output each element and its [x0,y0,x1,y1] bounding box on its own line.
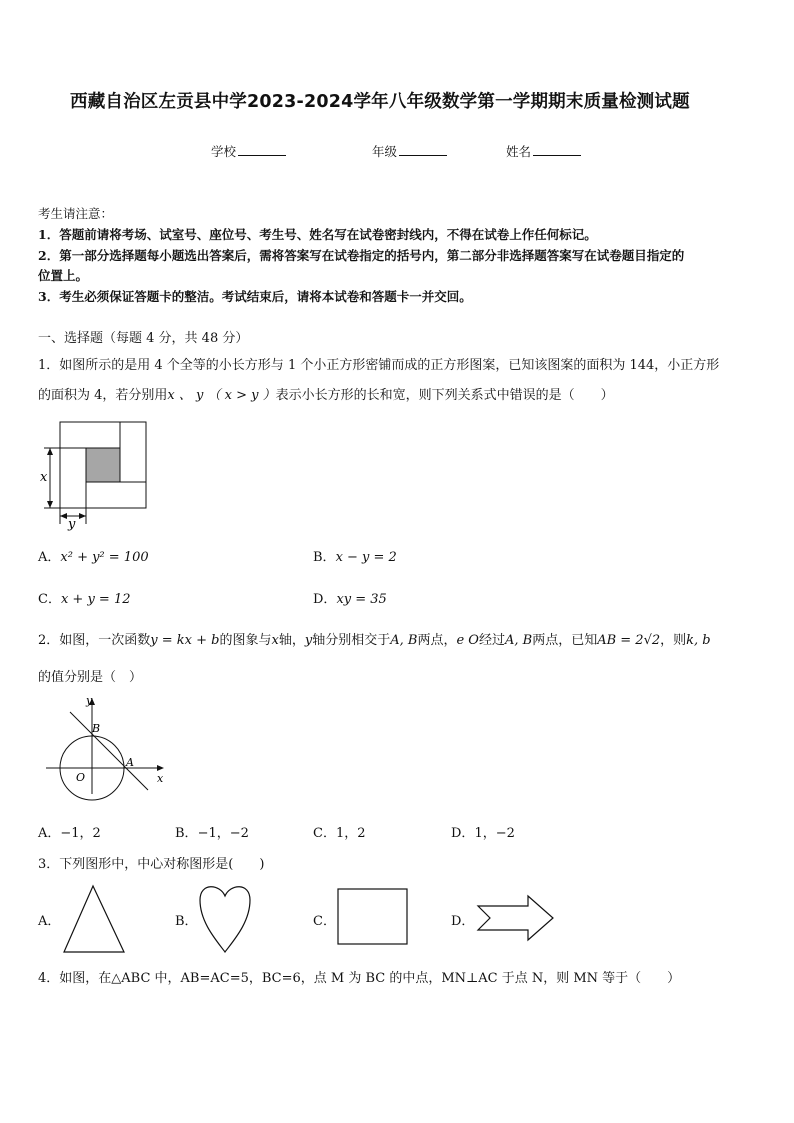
q2-option-a[interactable] [38,822,101,841]
q2-figure [44,694,172,798]
q1-option-d[interactable] [313,588,387,607]
option-label: C． [313,826,336,841]
q3-option-d-label[interactable]: D． [451,914,475,929]
q1-line2-a: 的面积为 4，若分别用 [38,388,168,403]
grade-field [372,142,447,160]
q2-points: A, B [504,633,533,648]
name-blank[interactable] [533,143,581,156]
option-label: C． [38,592,61,607]
option-label: A． [38,826,61,841]
option-text: −1，2 [60,826,101,841]
option-text: −1，−2 [197,826,249,841]
fig-y-label: y [86,694,93,707]
q1-fig-y-label: y [68,517,76,532]
q2-function: y = kx + b [150,633,220,648]
q2-line2: 的值分别是（ ） [38,670,143,685]
q1-vars: x 、 y （ x > y ） [167,388,276,403]
q1-option-a[interactable] [38,546,149,565]
q3-arrow[interactable] [476,894,556,942]
q1-fig-x-label: x [40,470,48,485]
q2-line1 [38,629,711,648]
q3-option-b-label[interactable]: B． [175,914,198,929]
fig-b-label: B [92,722,101,735]
q2-equation: AB = 2√2 [597,633,661,648]
notice-item: 3．考生必须保证答题卡的整洁。考试结束后，请将本试卷和答题卡一并交回。 [38,289,472,304]
notice-item: 位置上。 [38,268,89,283]
option-expr: x + y = 12 [60,592,131,607]
q2-option-c[interactable] [313,822,366,841]
option-text: 1，−2 [474,826,515,841]
q2-option-b[interactable] [175,822,249,841]
q1-option-c[interactable] [38,588,131,607]
q1-line2 [38,384,614,403]
q1-line2-b: 表示小长方形的长和宽，则下列关系式中错误的是（ ） [275,388,614,403]
q2-text: ，则 [660,633,687,648]
option-label: D． [451,826,475,841]
name-field [506,142,581,160]
option-label: A． [38,550,61,565]
q2-text: 的图象与 [219,633,272,648]
q3-option-c-label[interactable]: C． [313,914,336,929]
option-text: 1，2 [335,826,366,841]
name-label: 姓名 [506,144,532,159]
notice-item: 1．答题前请将考场、试室号、座位号、考生号、姓名写在试卷密封线内，不得在试卷上作任何标记。 [38,227,597,242]
q2-text: 轴， [278,633,305,648]
q2-var: y [304,633,313,648]
inner-square [86,448,120,482]
notice-item: 2．第一部分选择题每小题选出答案后，需将答案写在试卷指定的括号内，第二部分非选择题答案写在试卷题目指定的 [38,248,685,263]
q2-text: 两点，已知 [532,633,598,648]
q2-text: 两点， [417,633,457,648]
page-title: 西藏自治区左贡县中学2023-2024学年八年级数学第一学期期末质量检测试题 [70,92,690,112]
grade-blank[interactable] [399,143,447,156]
option-expr: xy = 35 [336,592,387,607]
option-expr: x² + y² = 100 [60,550,149,565]
q2-text: 2．如图，一次函数 [38,633,151,648]
q3-rectangle[interactable] [337,888,409,946]
notice-heading: 考生请注意： [38,206,114,221]
q1-line1: 1．如图所示的是用 4 个全等的小长方形与 1 个小正方形密铺而成的正方形图案，已知该图案的面积为 144，小正方形 [38,358,720,373]
q2-points: A, B [390,633,418,648]
school-label: 学校 [211,144,237,159]
q3-triangle[interactable] [62,884,126,954]
q2-var: x [271,633,279,648]
fig-a-label: A [126,756,134,769]
q4-stem: 4．如图，在△ABC 中，AB=AC=5，BC=6，点 M 为 BC 的中点，MN⊥AC 于点 N，则 MN 等于（ ） [38,971,681,986]
q2-text: 轴分别相交于 [312,633,391,648]
fig-o-label: O [76,771,86,784]
section-heading: 一、选择题（每题 4 分，共 48 分） [38,331,249,346]
option-label: B． [313,550,336,565]
q1-option-b[interactable] [313,546,397,565]
school-blank[interactable] [238,143,286,156]
option-expr: x − y = 2 [335,550,397,565]
q2-text: 经过 [478,633,505,648]
q3-stem: 3．下列图形中，中心对称图形是( ) [38,857,265,872]
q2-circle: e O [456,633,479,648]
option-label: D． [313,592,337,607]
q3-option-a-label[interactable]: A． [38,914,61,929]
school-field [211,142,286,160]
option-label: B． [175,826,198,841]
fig-x-label: x [157,772,164,785]
q2-option-d[interactable] [451,822,515,841]
q1-figure [36,418,156,530]
q2-vars: k, b [686,633,711,648]
q3-heart[interactable] [198,882,252,954]
grade-label: 年级 [372,144,398,159]
